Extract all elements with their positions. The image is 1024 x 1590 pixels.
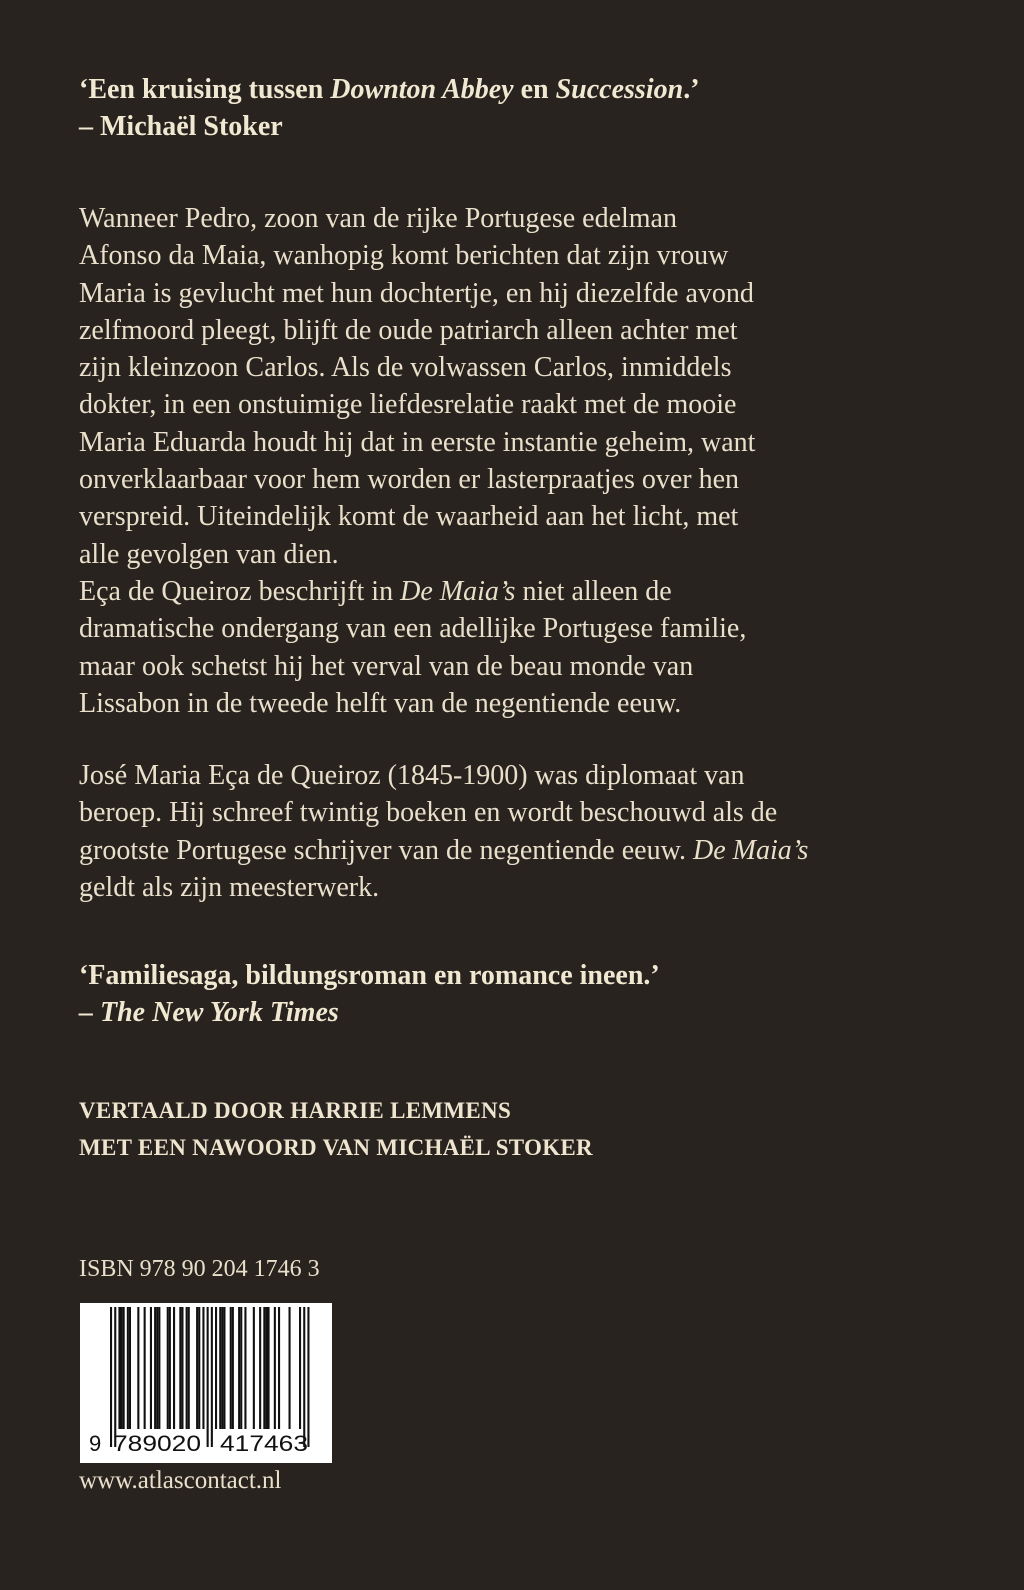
barcode-bar	[150, 1307, 152, 1429]
synopsis-line: dramatische ondergang van een adellijke Portugese familie,	[79, 613, 747, 645]
synopsis-line: onverklaarbaar voor hem worden er lasterpraatjes over hen	[79, 464, 740, 496]
synopsis	[79, 200, 879, 722]
barcode-bar	[238, 1307, 240, 1429]
synopsis-line: Wanneer Pedro, zoon van de rijke Portugese edelman	[79, 203, 677, 234]
barcode-bar	[303, 1307, 305, 1447]
barcode-bar	[268, 1307, 270, 1429]
website-url: www.atlascontact.nl	[79, 1467, 282, 1494]
barcode-bar	[232, 1307, 234, 1429]
source-new-york-times: The New York Times	[100, 997, 339, 1028]
synopsis-line: Afonso da Maia, wanhopig komt berichten dat zijn vrouw	[79, 240, 729, 272]
barcode-bar	[219, 1307, 221, 1429]
synopsis-line: verspreid. Uiteindelijk komt de waarheid aan het licht, met	[79, 501, 739, 533]
barcode-bar	[274, 1307, 276, 1429]
author-bio-line: geldt als zijn meesterwerk.	[79, 871, 380, 903]
barcode-bar	[259, 1307, 261, 1429]
title-de-maias: De Maia’s	[400, 575, 516, 607]
barcode-bar	[167, 1307, 169, 1429]
quote-nyt-text: ‘Familiesaga, bildungsroman en romance ineen.’	[79, 960, 660, 991]
synopsis-line: dokter, in een onstuimige liefdesrelatie raakt met de mooie	[79, 389, 737, 421]
barcode-left-digits: 789020	[113, 1431, 201, 1456]
barcode-bar	[240, 1307, 242, 1429]
barcode-bar	[223, 1307, 225, 1429]
barcode-bar	[198, 1307, 200, 1429]
barcode-bar	[137, 1307, 139, 1429]
barcode-bar	[158, 1307, 160, 1429]
barcode-graphic	[80, 1303, 332, 1463]
barcode-bar	[144, 1307, 146, 1429]
author-bio-line: José Maria Eça de Queiroz (1845-1900) was diplomaat van	[79, 760, 745, 791]
barcode-bar	[207, 1307, 209, 1447]
translator-credit: VERTAALD DOOR HARRIE LEMMENS	[79, 1098, 512, 1123]
barcode-bar	[154, 1307, 156, 1429]
isbn: ISBN 978 90 204 1746 3	[79, 1256, 320, 1282]
barcode-bar	[110, 1307, 112, 1447]
barcode-bar	[215, 1307, 217, 1429]
barcode-bar	[169, 1307, 171, 1429]
author-bio-line: grootste Portugese schrijver van de negentiende eeuw. De Maia’s	[79, 834, 809, 866]
barcode-bar	[127, 1307, 129, 1429]
barcode-bar	[278, 1307, 280, 1429]
barcode-right-digits: 417463	[220, 1431, 308, 1456]
barcode-bar	[179, 1307, 181, 1429]
barcode-bar	[202, 1307, 204, 1429]
barcode-bar	[253, 1307, 255, 1429]
barcode-bar	[289, 1307, 291, 1429]
barcode-bar	[263, 1307, 265, 1429]
barcode-bar	[211, 1307, 213, 1447]
author-bio-line: beroep. Hij schreef twintig boeken en wordt beschouwd als de	[79, 797, 778, 829]
barcode-bar	[196, 1307, 198, 1429]
barcode-bars	[110, 1307, 310, 1447]
quote-nyt-attribution: – The New York Times	[79, 997, 339, 1028]
synopsis-line: Lissabon in de tweede helft van de negentiende eeuw.	[79, 687, 682, 719]
barcode-bar	[114, 1307, 116, 1447]
synopsis-line: Maria Eduarda houdt hij dat in eerste instantie geheim, want	[79, 426, 756, 458]
synopsis-line: maar ook schetst hij het verval van de beau monde van	[79, 650, 694, 682]
synopsis-line: zelfmoord pleegt, blijft de oude patriarch alleen achter met	[79, 314, 738, 346]
barcode-bar	[230, 1307, 232, 1429]
title-downton-abbey: Downton Abbey	[330, 74, 514, 105]
afterword-credit: MET EEN NAWOORD VAN MICHAËL STOKER	[79, 1135, 593, 1160]
synopsis-line: Maria is gevlucht met hun dochtertje, en hij diezelfde avond	[79, 277, 754, 309]
barcode-bar	[221, 1307, 223, 1429]
credits	[79, 1092, 879, 1166]
quote-downton-attribution: – Michaël Stoker	[79, 111, 283, 142]
barcode	[80, 1303, 332, 1463]
title-de-maias: De Maia’s	[692, 834, 809, 866]
quote-nyt	[79, 957, 879, 1031]
synopsis-line: alle gevolgen van dien.	[79, 538, 339, 570]
barcode-lead-digit: 9	[89, 1431, 102, 1456]
barcode-bar	[265, 1307, 267, 1429]
barcode-bar	[118, 1307, 120, 1429]
quote-downton-text: ‘Een kruising tussen Downton Abbey en Succession.’	[79, 74, 700, 105]
barcode-bar	[299, 1307, 301, 1429]
author-bio	[79, 757, 879, 906]
barcode-bar	[156, 1307, 158, 1429]
quote-downton	[79, 71, 879, 145]
barcode-bar	[307, 1307, 309, 1447]
barcode-bar	[129, 1307, 131, 1429]
barcode-bar	[186, 1307, 188, 1429]
title-succession: Succession	[555, 74, 684, 105]
barcode-bar	[188, 1307, 190, 1429]
barcode-bar	[123, 1307, 125, 1429]
barcode-bar	[173, 1307, 175, 1429]
synopsis-line: Eça de Queiroz beschrijft in De Maia’s niet alleen de	[79, 575, 672, 607]
barcode-bar	[181, 1307, 183, 1429]
synopsis-line: zijn kleinzoon Carlos. Als de volwassen Carlos, inmiddels	[79, 352, 732, 384]
barcode-bar	[244, 1307, 246, 1429]
barcode-bar	[121, 1307, 123, 1429]
